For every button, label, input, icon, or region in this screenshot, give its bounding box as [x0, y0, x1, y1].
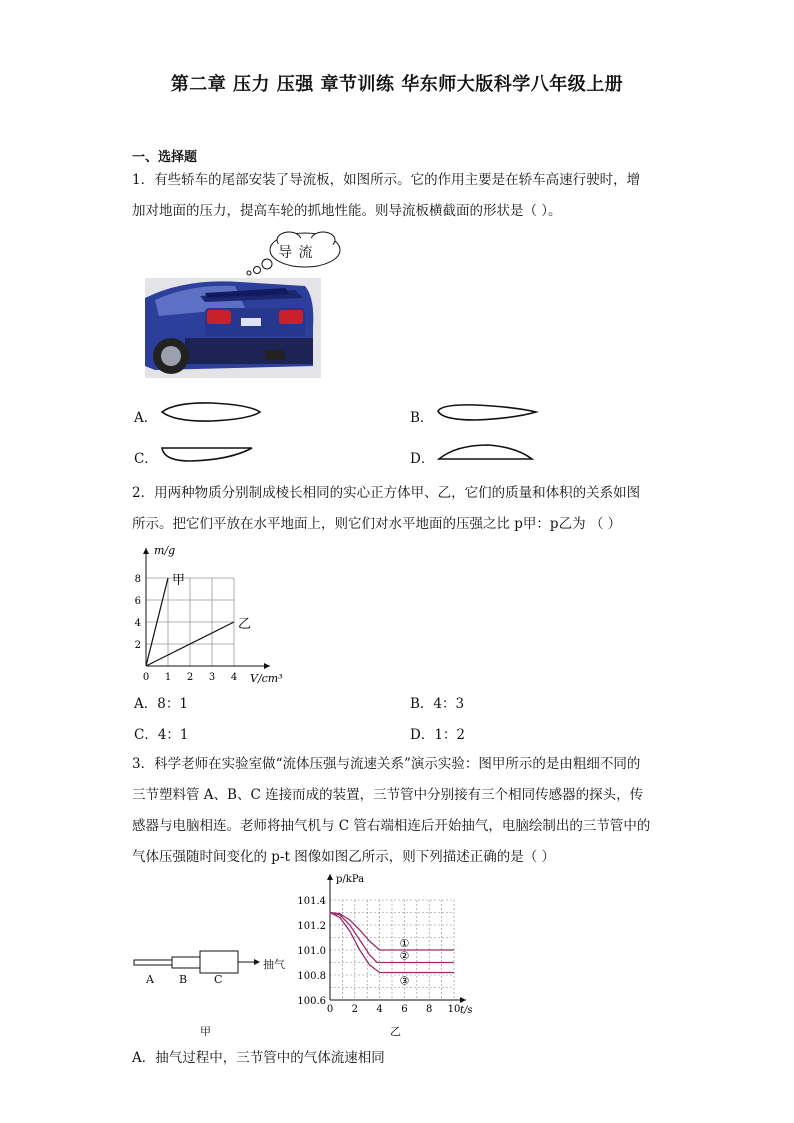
airfoil-shape-a[interactable] [160, 400, 264, 424]
airfoil-shape-c[interactable] [160, 442, 256, 464]
q1-option-d-label[interactable]: D． [410, 451, 435, 467]
y-axis-label: m/g [154, 544, 176, 557]
q3-line-2: 三节塑料管 A、B、C 连接而成的装置，三节管中分别接有三个相同传感器的探头，传 [132, 787, 644, 803]
q1-option-a-label[interactable]: A． [134, 410, 158, 426]
airfoil-shape-d[interactable] [436, 442, 536, 464]
y-tick-label: 101.0 [297, 946, 326, 957]
x-tick-label: 8 [426, 1004, 433, 1015]
q2-option-a[interactable]: A．8：1 [134, 696, 188, 712]
x-axis-label: t/s [460, 1005, 473, 1016]
x-tick-label: 4 [230, 672, 238, 683]
q3-line-4: 气体压强随时间变化的 p-t 图像如图乙所示，则下列描述正确的是（ ） [132, 849, 556, 865]
q3-option-a[interactable]: A．抽气过程中，三节管中的气体流速相同 [132, 1050, 385, 1066]
q3-line-3: 感器与电脑相连。老师将抽气机与 C 管右端相连后开始抽气，电脑绘制出的三节管中的 [132, 818, 651, 834]
airfoil-shape-b[interactable] [436, 400, 540, 424]
x-tick-label: 2 [186, 672, 194, 683]
q1-line-1: 1．有些轿车的尾部安装了导流板，如图所示。它的作用主要是在轿车高速行驶时，增 [132, 172, 641, 188]
section-heading: 一、选择题 [132, 150, 198, 165]
q2-option-b[interactable]: B．4：3 [410, 696, 465, 712]
y-axis-arrow [143, 548, 149, 554]
x-tick-label: 4 [376, 1004, 383, 1015]
q2-line-2: 所示。把它们平放在水平地面上，则它们对水平地面的压强之比 p甲：p乙为 （ ） [132, 516, 622, 532]
pipe-label-a: A [146, 973, 154, 986]
pressure-time-chart [296, 868, 482, 1018]
series-label-2: 乙 [238, 617, 252, 632]
y-tick-label: 6 [134, 596, 141, 607]
q2-option-c[interactable]: C．4：1 [134, 727, 189, 743]
q2-line-1: 2．用两种物质分别制成棱长相同的实心正方体甲、乙，它们的质量和体积的关系如图 [132, 485, 641, 501]
series-label-1: ① [399, 937, 410, 950]
y-tick-label: 4 [134, 618, 141, 629]
pipe-label-c: C [214, 973, 223, 986]
q3-line-1: 3．科学老师在实验室做“流体压强与流速关系”演示实验：图甲所示的是由粗细不同的 [132, 756, 641, 772]
mass-volume-chart [128, 542, 298, 690]
chart2-caption: 乙 [390, 1025, 401, 1038]
y-tick-label: 101.2 [297, 921, 326, 932]
x-tick-label: 2 [351, 1004, 358, 1015]
x-axis-arrow [460, 997, 466, 1003]
q1-option-c-label[interactable]: C． [134, 451, 158, 467]
y-tick-label: 8 [134, 574, 141, 585]
x-tick-label: 10 [447, 1004, 461, 1015]
bubble-text: 导 流 [278, 245, 314, 261]
pipe-label-b: B [179, 973, 188, 986]
y-tick-label: 2 [134, 640, 141, 651]
q1-option-b-label[interactable]: B． [410, 410, 434, 426]
q2-option-d[interactable]: D．1：2 [410, 727, 466, 743]
page-title: 第二章 压力 压强 章节训练 华东师大版科学八年级上册 [170, 74, 624, 95]
x-tick-label: 6 [401, 1004, 408, 1015]
x-tick-label: 3 [208, 672, 216, 683]
y-tick-label: 101.4 [297, 896, 326, 907]
figure-jia-caption: 甲 [200, 1025, 211, 1038]
series-label-2: ② [399, 949, 410, 963]
y-axis-label: p/kPa [336, 874, 365, 885]
suction-label: 抽气 [263, 958, 285, 971]
x-axis-arrow [264, 663, 270, 669]
series-label-1: 甲 [172, 573, 186, 588]
y-tick-label: 100.8 [297, 971, 326, 982]
y-tick-label: 100.6 [297, 996, 326, 1007]
y-axis-arrow [327, 874, 333, 880]
x-axis-label: V/cm³ [250, 672, 283, 685]
x-tick-label: 0 [142, 672, 150, 683]
x-tick-label: 0 [326, 1004, 334, 1015]
x-tick-label: 1 [164, 672, 172, 683]
series-label-3: ③ [399, 974, 410, 988]
q1-line-2: 加对地面的压力，提高车轮的抓地性能。则导流板横截面的形状是（ ）。 [132, 203, 562, 219]
